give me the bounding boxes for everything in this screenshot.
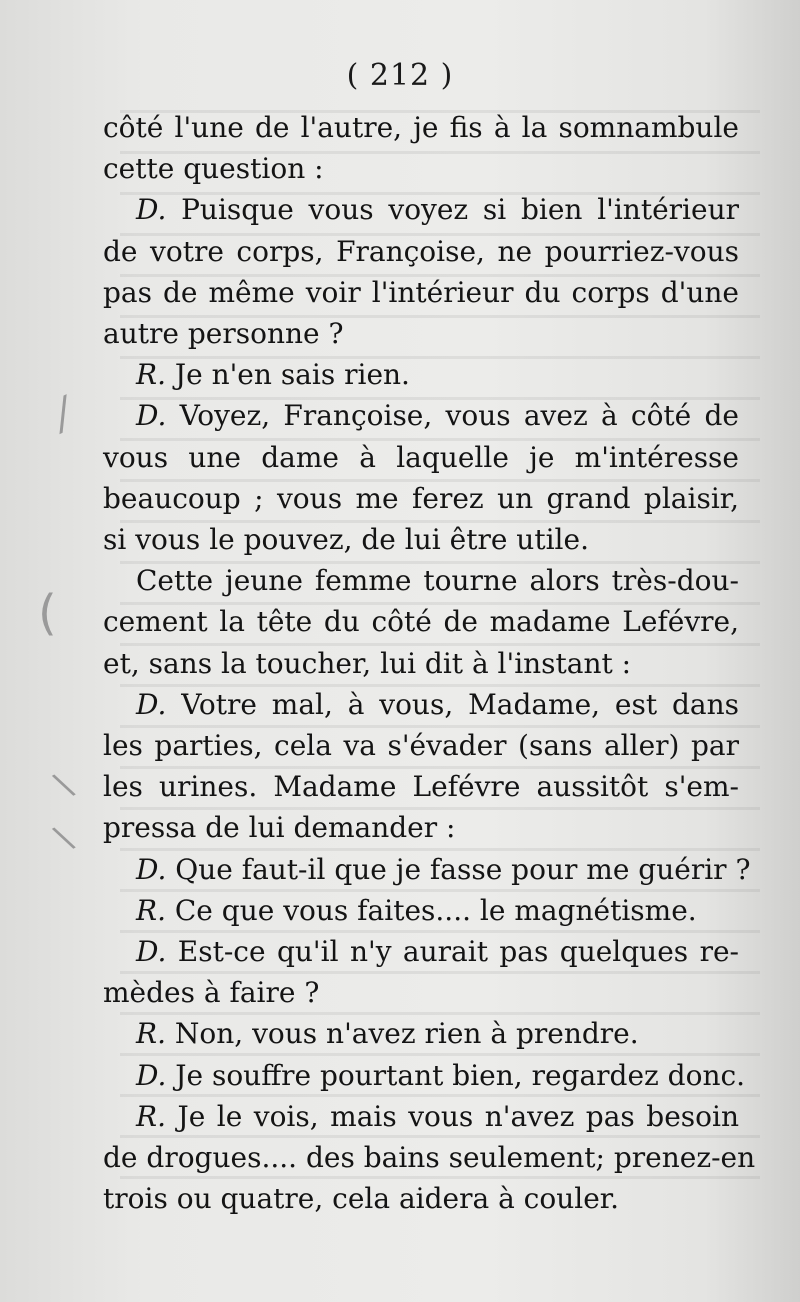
text-line (103, 1137, 756, 1178)
speaker-label: R. (136, 358, 166, 392)
line-text: trois ou quatre, cela aidera à couler. (103, 1182, 619, 1216)
text-line (103, 107, 739, 148)
pencil-mark: ⁄ (49, 390, 78, 441)
pencil-mark: \ (48, 764, 79, 806)
text-line (103, 601, 739, 642)
text-line (103, 272, 739, 313)
text-line (103, 231, 739, 272)
text-line (103, 766, 739, 807)
pencil-mark: ( (38, 585, 57, 641)
text-line (103, 1055, 746, 1096)
text-line (103, 643, 739, 684)
text-line (103, 972, 739, 1013)
line-text: Est-ce qu'il n'y aurait pas quelques re- (166, 935, 739, 969)
line-text: Puisque vous voyez si bien l'intérieur (166, 193, 739, 227)
text-line (103, 148, 739, 189)
line-text: Je souffre pourtant bien, regardez donc. (166, 1058, 746, 1092)
text-line (103, 1013, 739, 1054)
speaker-label: R. (136, 1017, 166, 1051)
text-line (103, 890, 739, 931)
line-text: Votre mal, à vous, Madame, est dans (166, 687, 739, 721)
text-line (103, 189, 739, 230)
speaker-label: D. (136, 935, 167, 969)
text-line (103, 395, 739, 436)
line-text: de drogues.... des bains seulement; prenez-en (103, 1141, 756, 1175)
text-line (103, 519, 739, 560)
text-line (103, 684, 739, 725)
line-text: Ce que vous faites.... le magnétisme. (165, 893, 697, 927)
speaker-label: D. (136, 1058, 167, 1092)
text-line (103, 437, 739, 478)
speaker-label: D. (136, 852, 167, 886)
text-line (103, 354, 739, 395)
line-text: si vous le pouvez, de lui être utile. (103, 523, 589, 557)
line-text: et, sans la toucher, lui dit à l'instant : (103, 646, 632, 680)
line-text: les parties, cela va s'évader (sans aller) par (103, 729, 739, 763)
pencil-mark: \ (48, 817, 79, 859)
text-line (103, 313, 739, 354)
line-text: Non, vous n'avez rien à prendre. (165, 1017, 639, 1051)
body-text (103, 107, 756, 1219)
text-line (103, 849, 751, 890)
text-line (103, 931, 739, 972)
line-text: beaucoup ; vous me ferez un grand plaisir, (103, 481, 739, 515)
line-text: Que faut-il que je fasse pour me guérir ? (166, 852, 751, 886)
line-text: cement la tête du côté de madame Lefévre, (103, 605, 739, 639)
text-line (103, 560, 739, 601)
line-text: Voyez, Françoise, vous avez à côté de (166, 399, 739, 433)
text-line (103, 807, 739, 848)
line-text: Je le vois, mais vous n'avez pas besoin (165, 1099, 739, 1133)
speaker-label: D. (136, 193, 167, 227)
text-line (103, 1178, 739, 1219)
line-text: pas de même voir l'intérieur du corps d'une (103, 275, 739, 309)
page-number: ( 212 ) (346, 58, 454, 93)
speaker-label: D. (136, 687, 167, 721)
line-text: mèdes à faire ? (103, 976, 320, 1010)
line-text: autre personne ? (103, 317, 344, 351)
line-text: cette question : (103, 152, 324, 186)
line-text: les urines. Madame Lefévre aussitôt s'em- (103, 770, 739, 804)
speaker-label: R. (136, 893, 166, 927)
line-text: Cette jeune femme tourne alors très-dou- (136, 564, 739, 598)
text-line (103, 725, 739, 766)
line-text: vous une dame à laquelle je m'intéresse (103, 440, 739, 474)
line-text: pressa de lui demander : (103, 811, 456, 845)
line-text: de votre corps, Françoise, ne pourriez-vous (103, 234, 739, 268)
line-text: côté l'une de l'autre, je fis à la somnambule (103, 111, 739, 144)
speaker-label: D. (136, 399, 167, 433)
line-text: Je n'en sais rien. (165, 358, 410, 392)
text-line (103, 1096, 739, 1137)
speaker-label: R. (136, 1099, 166, 1133)
text-line (103, 478, 739, 519)
